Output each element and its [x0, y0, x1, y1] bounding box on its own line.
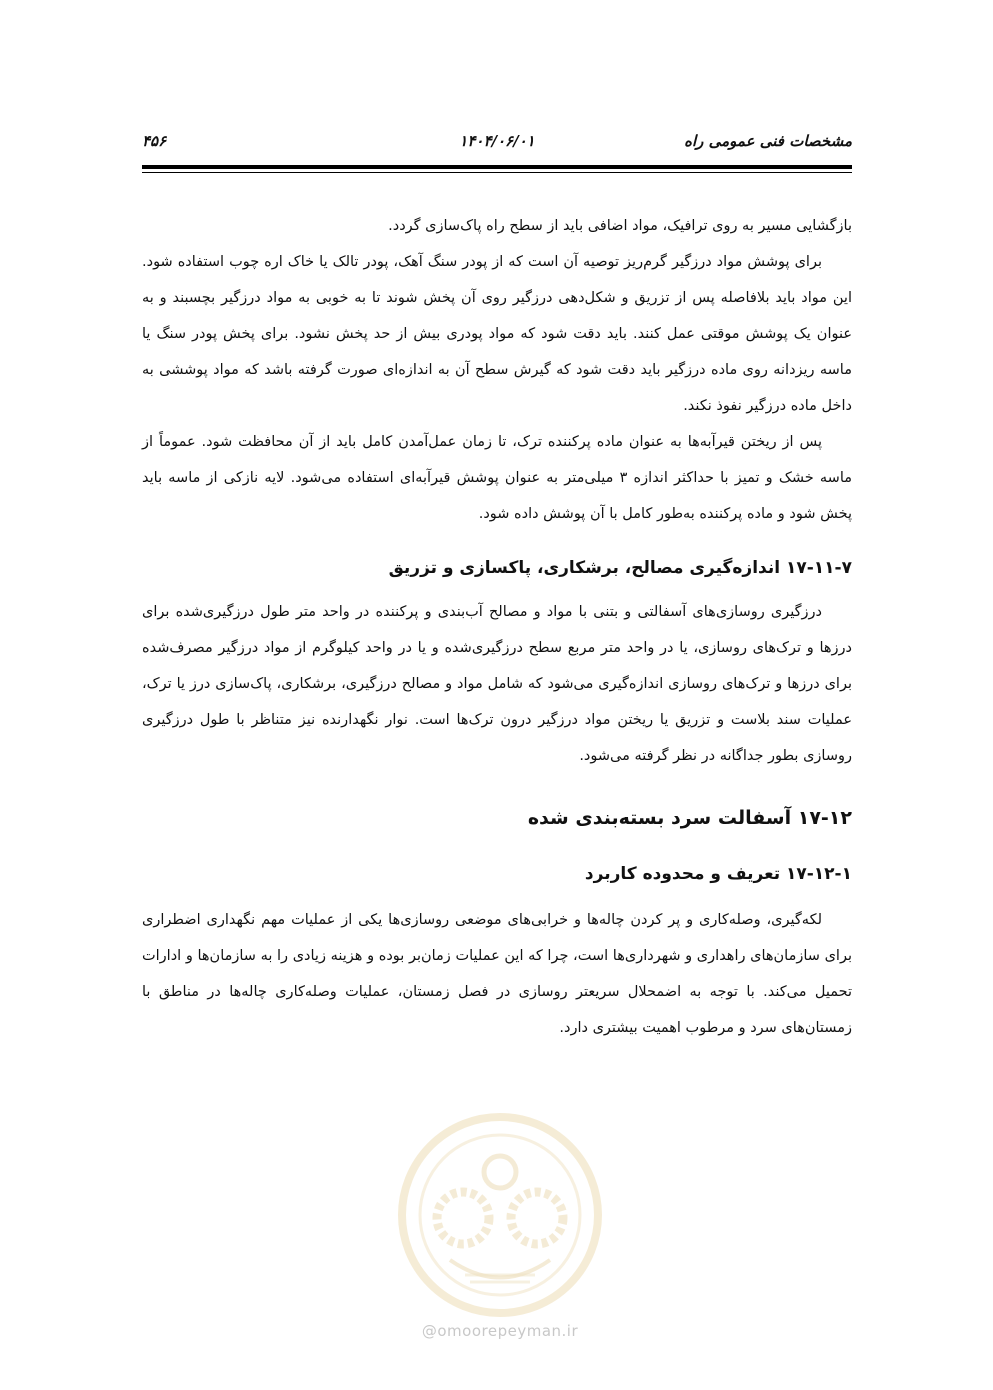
watermark-text: @omoorepeyman.ir: [421, 1322, 579, 1340]
paragraph-5: لکه‌گیری، وصله‌کاری و پر کردن چاله‌ها و خرابی‌های موضعی روسازی‌ها یکی از عملیات مهم نگهداری اضطراری برای سازمان‌های راهداری و شهرداری‌ها است، چرا که این عملیات زمان‌بر بوده و هزینه زیادی را به سازمان‌ها و ادارات تحمیل می‌کند. با توجه به اضمحلال سریعتر روسازی در فصل زمستان، عملیات وصله‌کاری چاله‌ها در مناطق با زمستان‌های سرد و مرطوب اهمیت بیشتری دارد.: [142, 912, 852, 1036]
body-content: [142, 208, 852, 1046]
paragraph-3: پس از ریختن قیرآبه‌ها به عنوان ماده پرکننده ترک، تا زمان عمل‌آمدن کامل باید از آن محافظت شود. عموماً از ماسه خشک و تمیز با حداکثر اندازه ۳ میلی‌متر به عنوان پوشش قیرآبه‌ای استفاده می‌شود. لایه نازکی از ماسه باید پخش شود و ماده پرکننده به‌طور کامل با آن پوشش داده شود.: [142, 434, 853, 522]
header-rule-thin: [142, 172, 852, 173]
page-number: ۴۵۶: [142, 132, 167, 150]
section-heading-17-12: ۱۷-۱۲ آسفالت سرد بسته‌بندی شده: [527, 807, 852, 829]
section-heading-17-12-1: ۱۷-۱۲-۱ تعریف و محدوده کاربرد: [584, 864, 852, 884]
header-rule-thick: [142, 165, 852, 169]
running-header: [142, 128, 852, 158]
section-heading-17-11-7: ۱۷-۱۱-۷ اندازه‌گیری مصالح، برشکاری، پاکسازی و تزریق: [388, 558, 852, 578]
header-date: ۱۴۰۴/۰۶/۰۱: [459, 132, 535, 150]
paragraph-1: بازگشایی مسیر به روی ترافیک، مواد اضافی باید از سطح راه پاک‌سازی گردد.: [388, 218, 852, 234]
watermark-logo-icon: [395, 1110, 605, 1320]
header-title: مشخصات فنی عمومی راه: [684, 132, 852, 150]
paragraph-2: برای پوشش مواد درزگیر گرم‌ریز توصیه آن است که از پودر سنگ آهک، پودر تالک یا خاک اره چوب استفاده شود. این مواد باید بلافاصله پس از تزریق و شکل‌دهی درزگیر روی آن پخش شوند تا به خوبی به مواد درزگیر بچسبند و به عنوان یک پوشش موقتی عمل کنند. باید دقت شود که مواد پودری بیش از حد پخش نشود. برای پخش پودر سنگ یا ماسه ریزدانه روی ماده درزگیر باید دقت شود که گیرش سطح آن به اندازه‌ای صورت گرفته باشد که مواد پوششی به داخل ماده درزگیر نفوذ نکند.: [142, 254, 852, 414]
paragraph-4: درزگیری روسازی‌های آسفالتی و بتنی با مواد و مصالح آب‌بندی و پرکننده در واحد متر طول درزگیری‌شده برای درزها و ترک‌های روسازی، یا در واحد متر مربع سطح درزگیری‌شده و یا در واحد کیلوگرم از مواد درزگیر مصرف‌شده برای درزها و ترک‌های روسازی اندازه‌گیری می‌شود که شامل مواد و مصالح درزگیری، برشکاری، پاک‌سازی درز یا ترک، عملیات سند بلاست و تزریق یا ریختن مواد درزگیر درون ترک‌ها است. نوار نگهدارنده نیز متناظر با طول درزگیری روسازی بطور جداگانه در نظر گرفته می‌شود.: [142, 604, 852, 764]
